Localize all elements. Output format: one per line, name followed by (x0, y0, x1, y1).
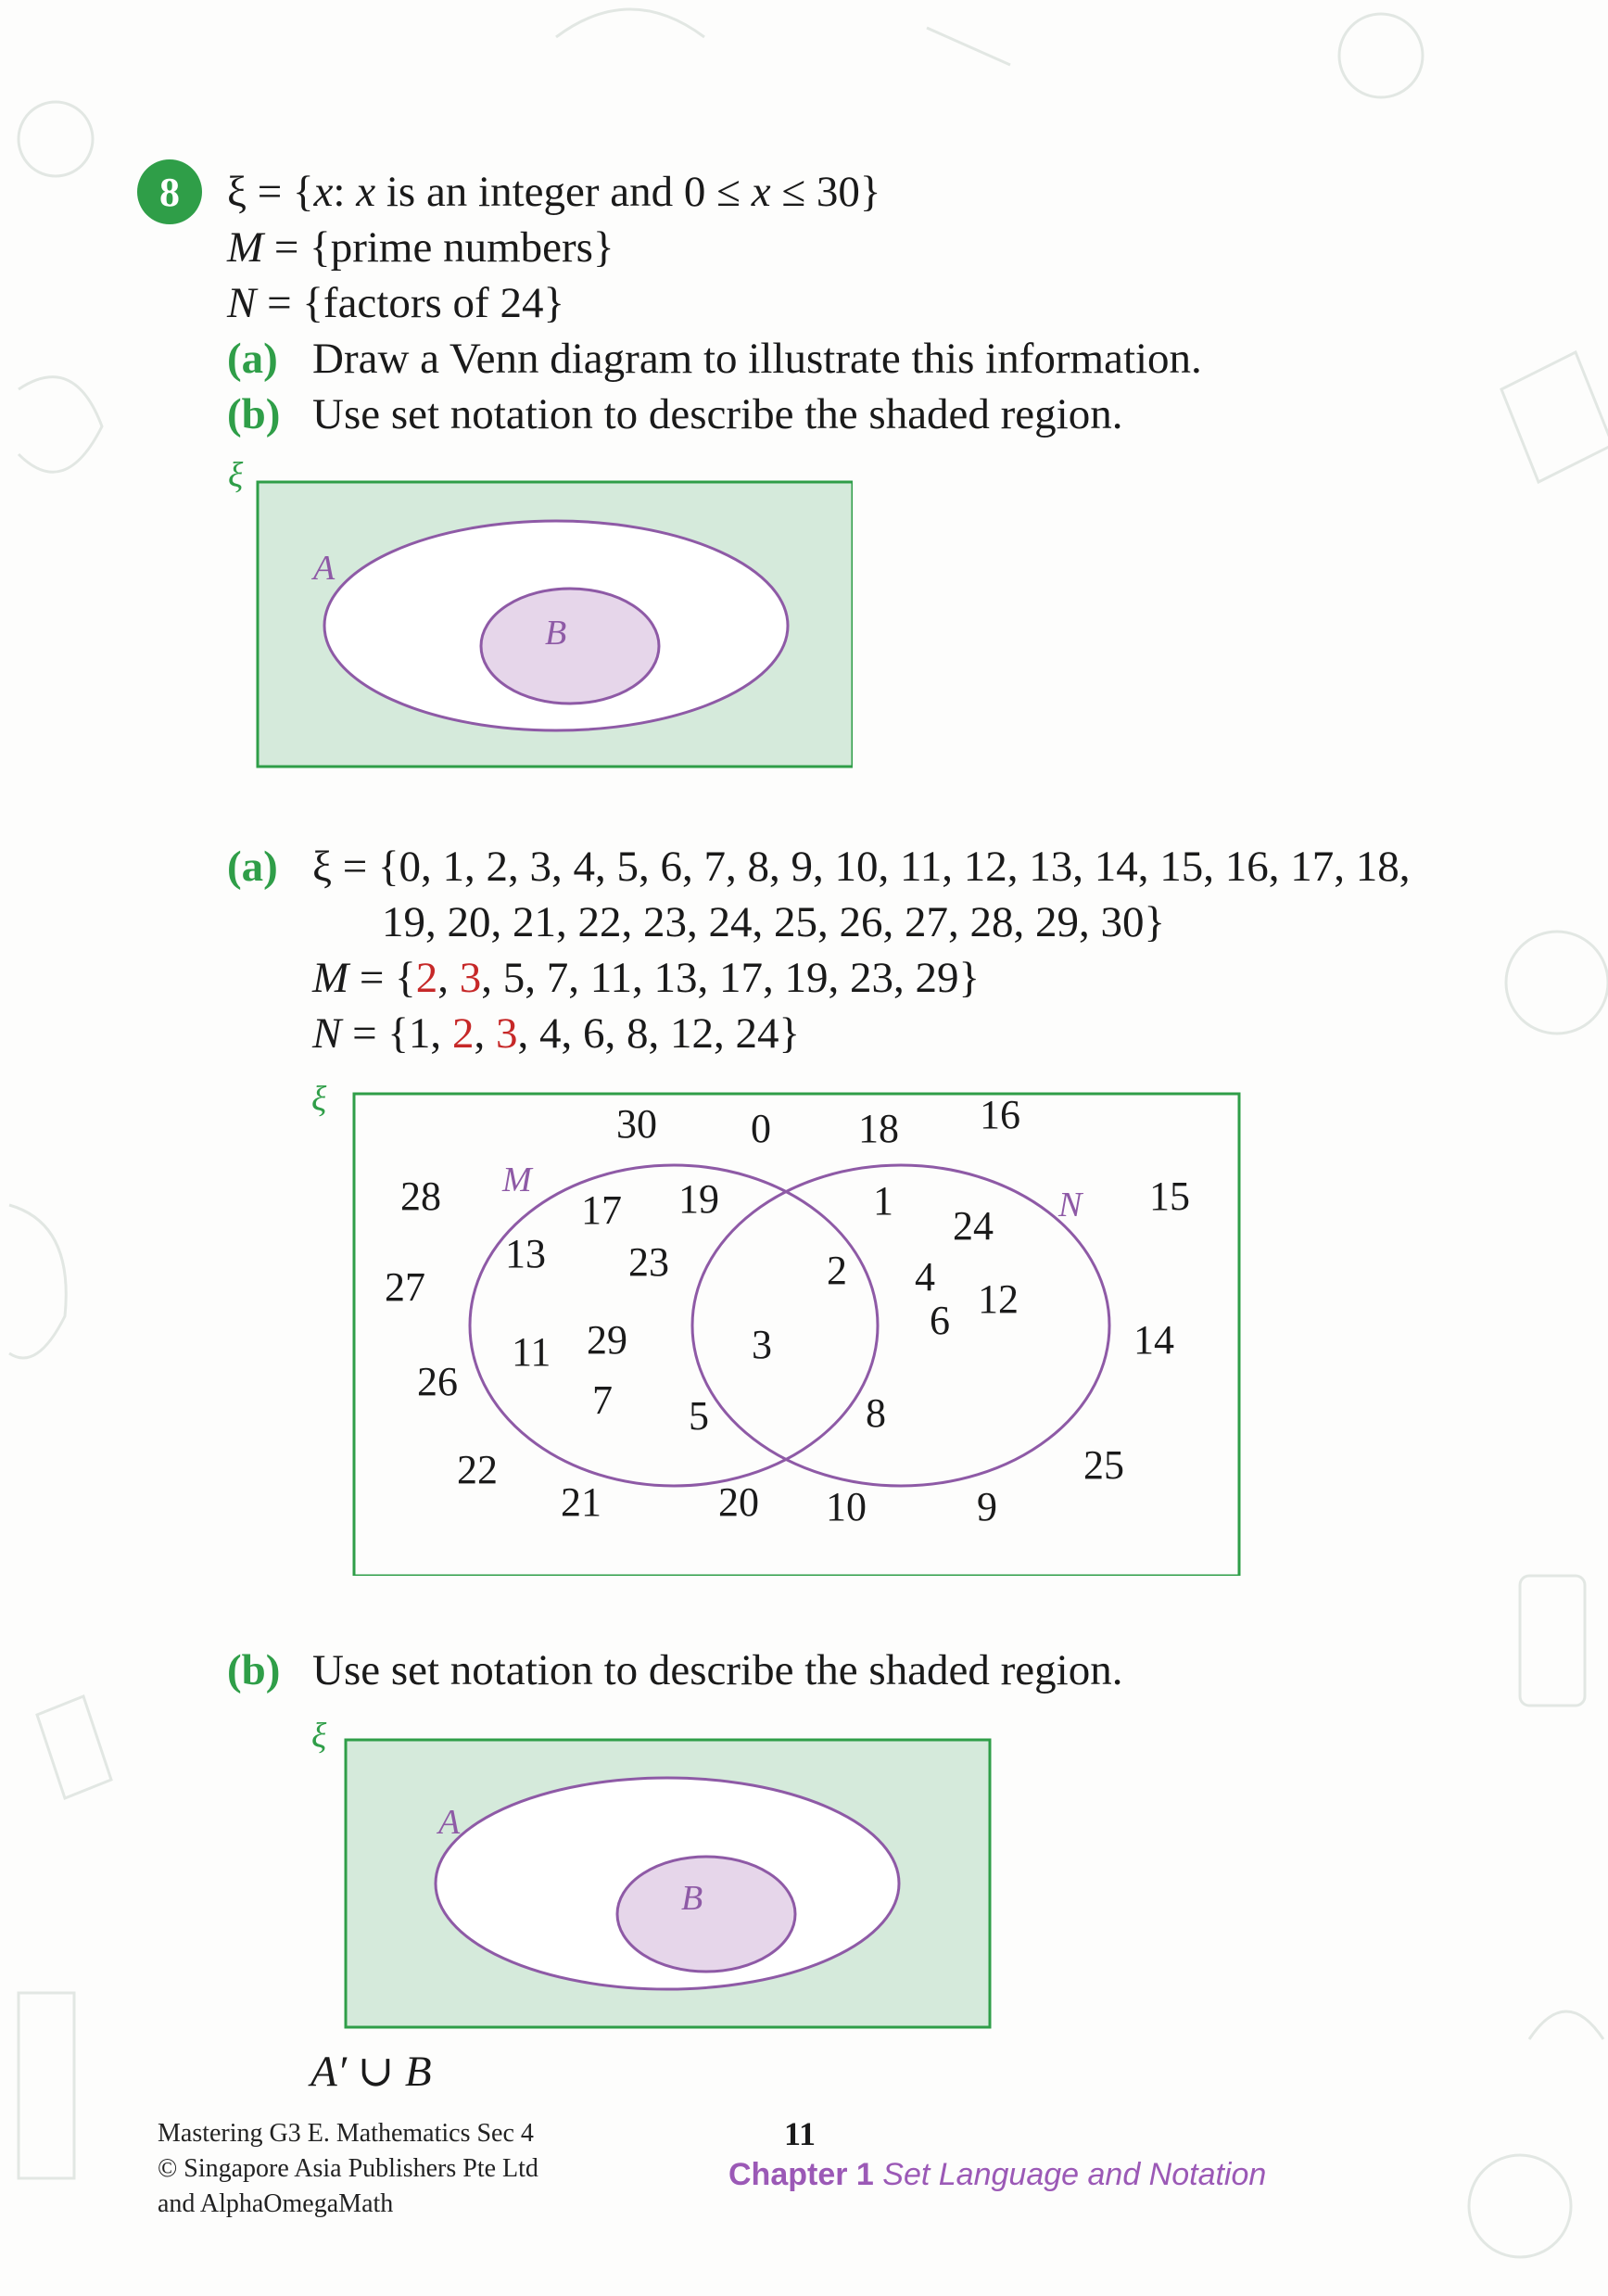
answer-universal-symbol: ξ (311, 1719, 327, 1756)
venn-element-n-only: 24 (953, 1203, 994, 1249)
answer-universal-line-1: ξ = {0, 1, 2, 3, 4, 5, 6, 7, 8, 9, 10, 11, 12, 13, 14, 15, 16, 17, 18, (312, 843, 1411, 891)
set-b-label: B (545, 614, 567, 653)
venn-element-m-only: 5 (689, 1393, 709, 1439)
part-a-instruction: (a) Draw a Venn diagram to illustrate this information. (227, 335, 1202, 383)
answer-universal-line-2: 19, 20, 21, 22, 23, 24, 25, 26, 27, 28, 29, 30} (382, 898, 1166, 946)
venn-element-outside: 16 (980, 1092, 1020, 1137)
footer-copyright: © Singapore Asia Publishers Pte Ltd (158, 2154, 538, 2183)
venn-element-both: 2 (827, 1248, 847, 1293)
universal-set-definition: ξ = {x: x is an integer and 0 ≤ x ≤ 30} (227, 168, 881, 216)
answer-result: A′ ∪ B (310, 2048, 432, 2096)
venn-element-outside: 22 (457, 1447, 498, 1492)
venn-element-outside: 20 (718, 1479, 759, 1525)
footer-and: and AlphaOmegaMath (158, 2189, 394, 2218)
answer-set-m: M = {2, 3, 5, 7, 11, 13, 17, 19, 23, 29} (312, 954, 981, 1002)
venn-diagram (306, 1075, 1251, 1576)
venn-element-outside: 18 (858, 1106, 899, 1151)
chapter-title: Chapter 1 Set Language and Notation (728, 2157, 1267, 2192)
venn-element-outside: 14 (1133, 1317, 1174, 1363)
set-b-ellipse (481, 589, 659, 704)
venn-element-outside: 28 (400, 1173, 441, 1219)
set-n-label: N (1058, 1186, 1083, 1224)
answer-part-a-label: (a) (227, 843, 278, 891)
answer-set-b-label: B (681, 1879, 703, 1918)
venn-element-both: 3 (752, 1322, 772, 1367)
answer-set-b-ellipse (617, 1857, 795, 1972)
venn-universal-rectangle (354, 1094, 1239, 1576)
venn-element-outside: 15 (1149, 1173, 1190, 1219)
question-number-badge: 8 (137, 159, 202, 224)
answer-shaded-diagram (306, 1719, 992, 2030)
set-a-label: A (313, 549, 336, 588)
universal-set-symbol: ξ (228, 459, 244, 495)
footer-credits (158, 2116, 538, 2222)
question-shaded-diagram (222, 459, 853, 774)
venn-element-n-only: 12 (978, 1276, 1019, 1322)
venn-element-n-only: 8 (866, 1390, 886, 1436)
venn-element-m-only: 11 (512, 1329, 551, 1375)
part-b-instruction: (b) Use set notation to describe the shaded region. (227, 390, 1123, 438)
venn-element-m-only: 29 (587, 1317, 627, 1363)
venn-element-outside: 25 (1083, 1442, 1124, 1488)
venn-element-outside: 0 (751, 1106, 771, 1151)
footer-book-title: Mastering G3 E. Mathematics Sec 4 (158, 2119, 534, 2148)
venn-element-m-only: 17 (581, 1187, 622, 1233)
venn-element-outside: 27 (385, 1264, 425, 1310)
venn-element-outside: 26 (417, 1359, 458, 1404)
venn-universal-symbol: ξ (311, 1080, 327, 1119)
answer-part-b-instruction: (b) Use set notation to describe the shaded region. (227, 1646, 1123, 1694)
venn-element-m-only: 7 (592, 1377, 613, 1423)
set-n-definition: N = {factors of 24} (227, 279, 565, 327)
venn-element-outside: 9 (977, 1484, 997, 1529)
set-m-ellipse (470, 1165, 878, 1486)
venn-element-outside: 30 (616, 1101, 657, 1147)
venn-element-outside: 10 (826, 1484, 867, 1529)
answer-set-a-label: A (438, 1803, 461, 1842)
answer-set-n: N = {1, 2, 3, 4, 6, 8, 12, 24} (312, 1009, 800, 1058)
venn-element-n-only: 6 (930, 1298, 950, 1343)
venn-element-m-only: 13 (505, 1231, 546, 1276)
set-m-label: M (502, 1161, 532, 1199)
venn-element-n-only: 1 (873, 1178, 893, 1224)
page-number: 11 (784, 2115, 817, 2152)
venn-element-m-only: 19 (678, 1176, 719, 1222)
venn-element-m-only: 23 (628, 1239, 669, 1285)
venn-element-outside: 21 (561, 1479, 601, 1525)
venn-element-n-only: 4 (915, 1254, 935, 1300)
set-m-definition: M = {prime numbers} (227, 223, 614, 272)
